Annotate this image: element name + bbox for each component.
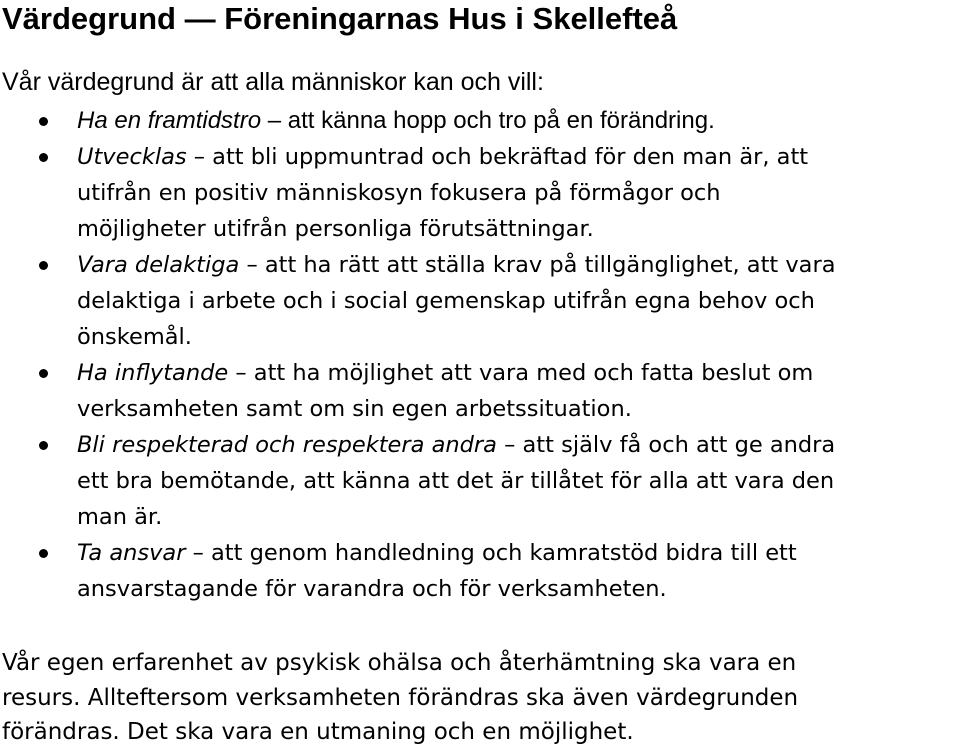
value-term: Ha inflytande	[77, 360, 229, 386]
bullet-icon	[39, 153, 48, 162]
list-item	[0, 427, 960, 535]
value-description: – att själv få och att ge andra	[504, 432, 836, 458]
list-item	[0, 103, 960, 139]
list-item	[0, 247, 960, 355]
bullet-icon	[39, 549, 48, 558]
intro-paragraph: Vår värdegrund är att alla människor kan och vill:	[2, 68, 544, 96]
list-item-line	[77, 535, 956, 571]
value-description: ansvarstagande för varandra och för verksamheten.	[77, 576, 667, 602]
bullet-icon	[39, 369, 48, 378]
list-item-line	[77, 103, 956, 139]
bullet-icon	[39, 441, 48, 450]
value-term: Vara delaktiga	[77, 252, 240, 278]
closing-paragraph-line: förändras. Det ska vara en utmaning och en möjlighet.	[2, 719, 634, 745]
value-description: möjligheter utifrån personliga förutsättningar.	[77, 216, 594, 242]
value-description: – att ha möjlighet att vara med och fatta beslut om	[235, 360, 814, 386]
bullet-icon	[39, 261, 48, 270]
value-term: Ta ansvar	[77, 540, 186, 566]
values-list	[0, 103, 960, 607]
list-item-line	[77, 139, 956, 175]
list-item-line	[77, 427, 956, 463]
value-term: Bli respekterad och respektera andra	[77, 432, 497, 458]
value-description: – att genom handledning och kamratstöd bidra till ett	[192, 540, 797, 566]
list-item	[0, 355, 960, 427]
value-description: önskemål.	[77, 324, 192, 350]
value-description: man är.	[77, 504, 163, 530]
value-description: utifrån en positiv människosyn fokusera på förmågor och	[77, 180, 721, 206]
closing-paragraph-line: Vår egen erfarenhet av psykisk ohälsa och återhämtning ska vara en	[2, 650, 797, 676]
value-description: ett bra bemötande, att känna att det är tillåtet för alla att vara den	[77, 468, 835, 494]
value-description: verksamheten samt om sin egen arbetssituation.	[77, 396, 632, 422]
list-item	[0, 139, 960, 247]
value-term: Ha en framtidstro	[77, 107, 262, 134]
list-item-line	[77, 355, 956, 391]
value-description: – att ha rätt att ställa krav på tillgänglighet, att vara	[246, 252, 836, 278]
closing-paragraph	[2, 646, 798, 750]
value-term: Utvecklas	[77, 144, 187, 170]
value-description: – att bli uppmuntrad och bekräftad för den man är, att	[193, 144, 809, 170]
document-title: Värdegrund — Föreningarnas Hus i Skellefteå	[2, 1, 678, 36]
bullet-icon	[39, 117, 48, 126]
list-item-line	[77, 247, 956, 283]
value-description: – att känna hopp och tro på en förändring.	[267, 107, 715, 134]
closing-paragraph-line: resurs. Allteftersom verksamheten förändras ska även värdegrunden	[2, 684, 799, 711]
value-description: delaktiga i arbete och i social gemenskap utifrån egna behov och	[77, 288, 815, 314]
list-item	[0, 535, 960, 607]
